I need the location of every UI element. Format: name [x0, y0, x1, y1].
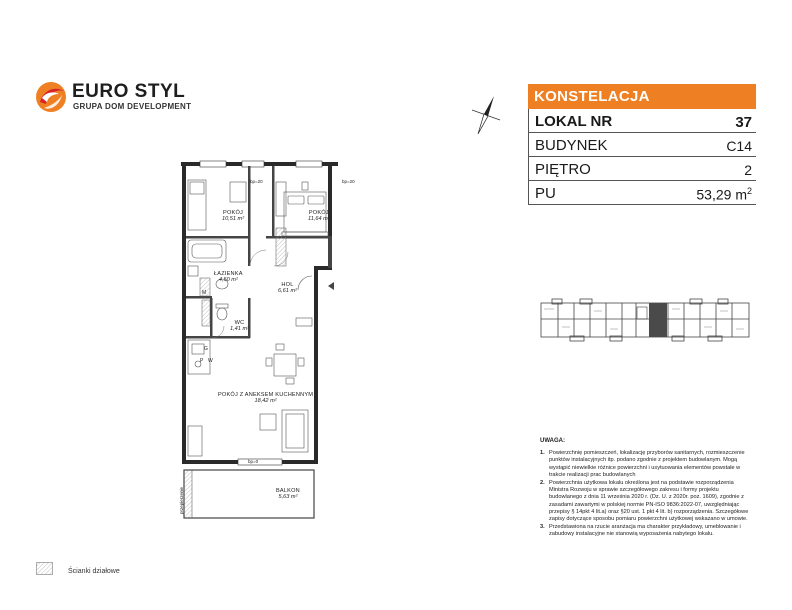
- window-sill-mark: bp=0: [248, 459, 259, 464]
- room-name: POKÓJ: [223, 210, 244, 216]
- window-sill-mark: bp=20: [250, 179, 263, 184]
- info-row-pietro: [528, 157, 756, 181]
- room-area: 1,41 m²: [230, 326, 249, 332]
- info-row-budynek: [528, 133, 756, 157]
- room-name: WC: [234, 320, 245, 326]
- notes-title: UWAGA:: [540, 438, 565, 444]
- installation-tag-p: P: [200, 358, 204, 364]
- room-area: 10,51 m²: [222, 216, 245, 222]
- brand-name: EURO STYL: [72, 81, 186, 102]
- room-name: POKÓJ Z ANEKSEM KUCHENNYM: [218, 392, 314, 398]
- note-text: Powierzchnię pomieszczeń, lokalizację przyborów sanitarnych, rozmieszczenie punktów instalacyjnych itp. podano zgodnie z projektem budowlanym. Mogą wystąpić niewielkie różnice powierzchni i usytuowania elementów powstałe w trakcie realizacji prac budowlanych: [549, 450, 745, 478]
- area-unit-sup: 2: [746, 186, 752, 196]
- installation-tag-w: W: [208, 358, 213, 364]
- note-item: [540, 524, 752, 538]
- room-name: POKÓJ: [308, 210, 329, 216]
- installation-tag-g: G: [204, 346, 208, 352]
- brand-subtitle: GRUPA DOM DEVELOPMENT: [73, 102, 192, 111]
- legend-label: Ścianki działowe: [68, 568, 120, 575]
- info-row-lokal: [528, 109, 756, 133]
- room-area: 18,42 m²: [254, 398, 277, 404]
- note-number: 3.: [540, 524, 545, 531]
- project-name: KONSTELACJA: [528, 84, 756, 109]
- room-area: 11,64 m²: [308, 216, 330, 222]
- balcony-drawing: [178, 468, 338, 538]
- balcony-side-label: przepierzenie: [179, 486, 185, 515]
- room-area: 4,50 m²: [218, 277, 238, 283]
- room-name: BALKON: [276, 488, 300, 494]
- info-label: LOKAL NR: [535, 113, 613, 130]
- brand-logo: [34, 80, 194, 114]
- note-number: 2.: [540, 480, 545, 487]
- info-value: [696, 186, 752, 203]
- room-label-salon: [218, 392, 313, 404]
- info-label: PIĘTRO: [535, 161, 591, 178]
- installation-tag-m: M: [202, 290, 207, 296]
- note-number: 1.: [540, 450, 545, 457]
- building-key-plan: [540, 297, 750, 342]
- room-name: ŁAZIENKA: [214, 271, 243, 277]
- room-label-pokoj-2: [308, 210, 330, 222]
- info-label: BUDYNEK: [535, 137, 608, 154]
- window-sill-mark: bp=20: [342, 179, 355, 184]
- room-label-lazienka: [214, 271, 243, 283]
- area-value: 53,29 m: [696, 186, 747, 203]
- info-value: 2: [744, 162, 752, 178]
- note-text: Przedstawiona na rzucie aranżacja ma charakter przykładowy, umeblowanie i zabudowy instalacyjne nie stanowią wyposażenia nabytego lokalu.: [549, 524, 741, 538]
- partition-legend-swatch: [36, 562, 53, 575]
- room-label-pokoj-1: [222, 210, 244, 222]
- highlighted-unit: [649, 303, 667, 337]
- note-item: [540, 450, 752, 479]
- info-value: C14: [726, 138, 752, 154]
- note-item: [540, 480, 752, 523]
- north-arrow-icon: [468, 92, 504, 138]
- room-label-hol: [278, 282, 297, 294]
- room-area: 6,61 m²: [278, 288, 297, 294]
- euro-styl-flame-icon: [34, 80, 68, 114]
- info-row-pu: [528, 181, 756, 205]
- room-name: HOL: [281, 282, 294, 288]
- note-text: Powierzchnia użytkowa lokalu określona jest na podstawie rozporządzenia Ministra Rozwoju w sprawie szczegółowego zakresu i formy projektu budowlanego z dnia 11 września 2020 r. (Dz. U. z 2020r. poz. 1609), zgodnie z zasadami zawartymi w polskiej normie PN-ISO 9836:2022-07, uwzględniając przepisy § 14pkt 4 lit.a) oraz §20 ust. 1 pkt 4 lit. b) rozporządzenia. Szczegółowe zapisy dotyczące sposobu pomiaru powierzchni użytkowej wskazano w umowie.: [549, 480, 749, 523]
- floor-plan: [178, 158, 355, 538]
- room-area: 5,63 m²: [278, 494, 298, 500]
- apartment-info-panel: [528, 84, 756, 205]
- notes-section: [540, 438, 752, 540]
- room-label-balkon: [276, 488, 300, 500]
- info-label: PU: [535, 185, 556, 202]
- room-label-wc: [230, 320, 249, 332]
- info-value: 37: [735, 114, 752, 131]
